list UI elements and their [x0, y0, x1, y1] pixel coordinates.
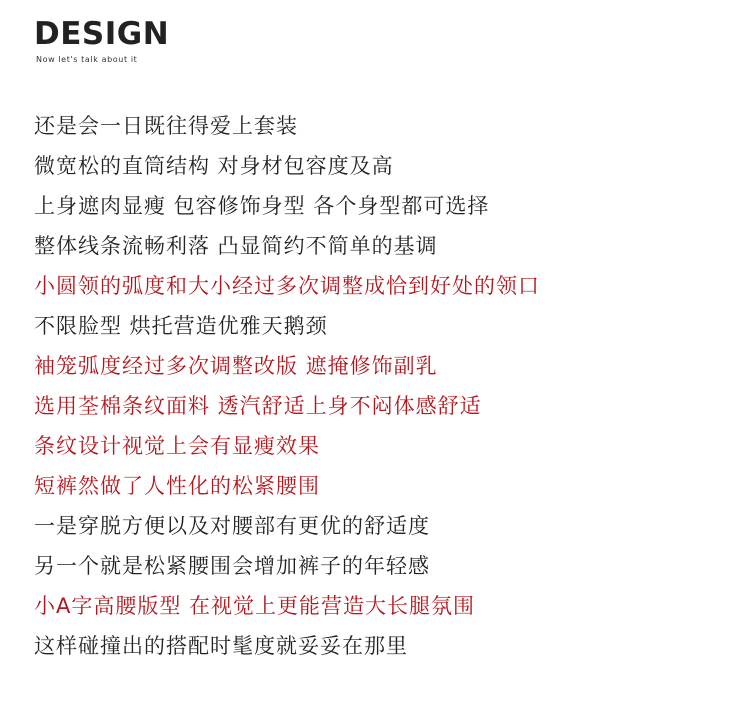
description-line: 袖笼弧度经过多次调整改版 遮掩修饰副乳 — [34, 354, 438, 378]
design-header — [34, 14, 169, 65]
header-title: DESIGN — [34, 16, 170, 52]
description-line: 还是会一日既往得爱上套装 — [34, 114, 298, 138]
description-line: 微宽松的直筒结构 对身材包容度及高 — [34, 154, 394, 178]
description-line: 小圆领的弧度和大小经过多次调整成恰到好处的领口 — [34, 274, 540, 298]
description-line: 小A字高腰版型 在视觉上更能营造大长腿氛围 — [34, 594, 476, 618]
description-line: 另一个就是松紧腰围会增加裤子的年轻感 — [34, 554, 430, 578]
header-subtitle: Now let's talk about it — [36, 55, 138, 64]
description-line: 条纹设计视觉上会有显瘦效果 — [34, 434, 320, 458]
description-list — [34, 106, 540, 666]
description-line: 整体线条流畅利落 凸显简约不简单的基调 — [34, 234, 438, 258]
description-line: 短裤然做了人性化的松紧腰围 — [34, 474, 320, 498]
description-line: 这样碰撞出的搭配时髦度就妥妥在那里 — [34, 634, 408, 658]
description-line: 一是穿脱方便以及对腰部有更优的舒适度 — [34, 514, 430, 538]
description-line: 上身遮肉显瘦 包容修饰身型 各个身型都可选择 — [34, 194, 490, 218]
description-line: 不限脸型 烘托营造优雅天鹅颈 — [34, 314, 328, 338]
description-line: 选用荃棉条纹面料 透汽舒适上身不闷体感舒适 — [34, 394, 482, 418]
